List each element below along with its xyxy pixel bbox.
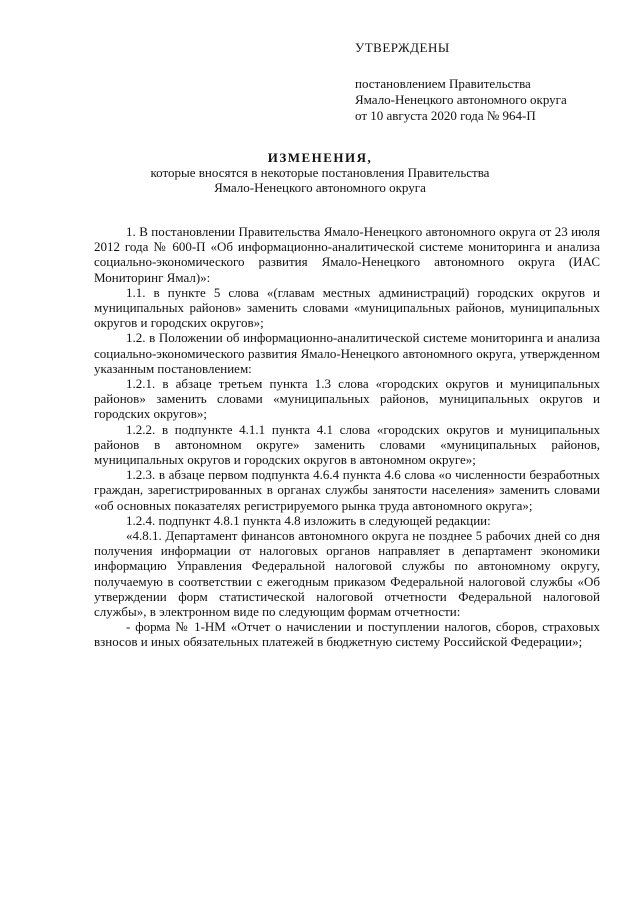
paragraph-1-1: 1.1. в пункте 5 слова «(главам местных администраций) городских округов и муниципальных районов» заменить словами «муниципальных районов, муниципальных округов и городских округов»;: [94, 284, 600, 331]
document-title: ИЗМЕНЕНИЯ,: [267, 150, 373, 165]
approval-line-3: от 10 августа 2020 года № 964-П: [355, 108, 536, 123]
paragraph-1-2-2: 1.2.2. в подпункте 4.1.1 пункта 4.1 слова «городских округов и муниципальных районов в автономном округе» заменить словами «муниципальных районов, муниципальных округов и городских округов в автономном округе»;: [94, 421, 600, 468]
document-body: [94, 224, 600, 650]
document-subtitle-line-2: Ямало-Ненецкого автономного округа: [214, 180, 426, 195]
paragraph-1-2: 1.2. в Положении об информационно-аналитической системе мониторинга и анализа социально-экономического развития Ямало-Ненецкого автономного округа, утвержденном указанным постановлением:: [94, 330, 600, 376]
paragraph-1: 1. В постановлении Правительства Ямало-Ненецкого автономного округа от 23 июля 2012 года № 600-П «Об информационно-аналитической системе мониторинга и анализа социально-экономического развития Ямало-Ненецкого автономного округа (ИАС Мониторинг Ямал)»:: [94, 224, 600, 285]
approval-stamp-block: [355, 40, 625, 124]
paragraph-4-8-1: «4.8.1. Департамент финансов автономного округа не позднее 5 рабочих дней со дня получения информации от налоговых органов направляет в департамент экономики информацию Управления Федеральной налоговой службы по автономному округу, получаемую в соответствии с ежегодным приказом Федеральной налоговой службы «Об утверждении форм статистической налоговой отчетности Федеральной налоговой службы», в электронном виде по следующим формам отчетности:: [94, 528, 600, 620]
paragraph-form-1-nm: - форма № 1-НМ «Отчет о начислении и поступлении налогов, сборов, страховых взносов и иных обязательных платежей в бюджетную систему Российской Федерации»;: [94, 619, 600, 650]
paragraph-1-2-3: 1.2.3. в абзаце первом подпункта 4.6.4 пункта 4.6 слова «о численности безработных граждан, зарегистрированных в органах службы занятости населения» заменить словами «об основных показателях регистрируемого рынка труда автономного округа»;: [94, 467, 600, 513]
document-subtitle-line-1: которые вносятся в некоторые постановления Правительства: [150, 165, 490, 180]
approved-label: УТВЕРЖДЕНЫ: [355, 40, 450, 55]
approval-line-2: Ямало-Ненецкого автономного округа: [355, 92, 567, 107]
paragraph-1-2-4: 1.2.4. подпункт 4.8.1 пункта 4.8 изложить в следующей редакции:: [126, 512, 491, 528]
approval-line-1: постановлением Правительства: [355, 76, 531, 91]
document-heading: [0, 150, 640, 195]
paragraph-1-2-1: 1.2.1. в абзаце третьем пункта 1.3 слова «городских округов и муниципальных районов» заменить словами «муниципальных районов, муниципальных округов и городских округов»;: [94, 376, 600, 422]
